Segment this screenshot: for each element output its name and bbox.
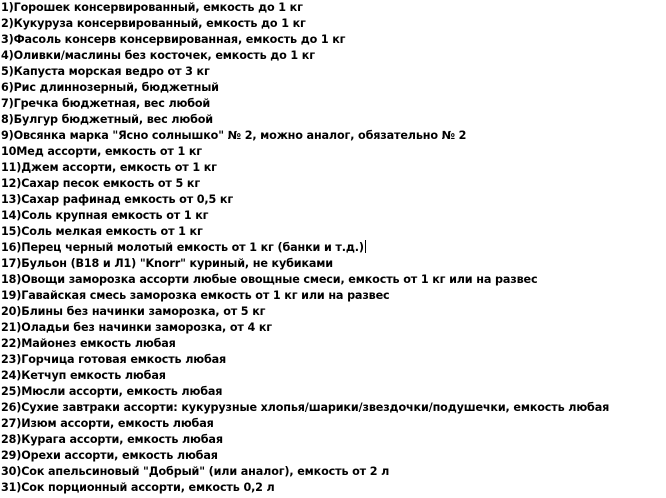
list-item: 26)Сухие завтраки ассорти: кукурузные хлопья/шарики/звездочки/подушечки, емкость любая (1, 401, 610, 414)
list-item: 18)Овощи заморозка ассорти любые овощные смеси, емкость от 1 кг или на развес (1, 273, 538, 286)
list-item-text: 16)Перец черный молотый емкость от 1 кг (банки и т.д.) (1, 241, 364, 254)
list-item: 13)Сахар рафинад емкость от 0,5 кг (1, 193, 234, 206)
list-item: 21)Оладьи без начинки заморозка, от 4 кг (1, 321, 272, 334)
list-item: 5)Капуста морская ведро от 3 кг (1, 65, 210, 78)
list-item-with-caret (1, 240, 609, 256)
list-item: 25)Мюсли ассорти, емкость любая (1, 385, 223, 398)
list-item: 1)Горошек консервированный, емкость до 1 кг (1, 1, 303, 14)
list-item: 23)Горчица готовая емкость любая (1, 353, 227, 366)
list-item: 10Мед ассорти, емкость от 1 кг (1, 145, 202, 158)
list-item: 19)Гавайская смесь заморозка емкость от 1 кг или на развес (1, 289, 390, 302)
list-item: 8)Булгур бюджетный, вес любой (1, 113, 213, 126)
list-item: 20)Блины без начинки заморозка, от 5 кг (1, 305, 266, 318)
list-item: 17)Бульон (В18 и Л1) "Knorr" куриный, не кубиками (1, 257, 333, 270)
list-item: 14)Соль крупная емкость от 1 кг (1, 209, 209, 222)
list-item: 29)Орехи ассорти, емкость любая (1, 449, 218, 462)
text-cursor (365, 240, 366, 253)
list-item: 24)Кетчуп емкость любая (1, 369, 166, 382)
list-item: 27)Изюм ассорти, емкость любая (1, 417, 214, 430)
product-list (1, 0, 609, 496)
list-item: 11)Джем ассорти, емкость от 1 кг (1, 161, 217, 174)
list-item: 7)Гречка бюджетная, вес любой (1, 97, 211, 110)
list-item: 15)Соль мелкая емкость от 1 кг (1, 225, 203, 238)
list-item: 3)Фасоль консерв консервированная, емкость до 1 кг (1, 33, 346, 46)
list-item: 22)Майонез емкость любая (1, 337, 176, 350)
list-item: 28)Курага ассорти, емкость любая (1, 433, 223, 446)
list-item: 12)Сахар песок емкость от 5 кг (1, 177, 201, 190)
list-item: 30)Сок апельсиновый "Добрый" (или аналог), емкость от 2 л (1, 465, 390, 478)
list-item: 31)Сок порционный ассорти, емкость 0,2 л (1, 481, 275, 494)
list-item: 2)Кукуруза консервированный, емкость до 1 кг (1, 17, 306, 30)
list-item: 9)Овсянка марка "Ясно солнышко" № 2, можно аналог, обязательно № 2 (1, 129, 467, 142)
list-item: 6)Рис длиннозерный, бюджетный (1, 81, 219, 94)
list-item: 4)Оливки/маслины без косточек, емкость до 1 кг (1, 49, 315, 62)
